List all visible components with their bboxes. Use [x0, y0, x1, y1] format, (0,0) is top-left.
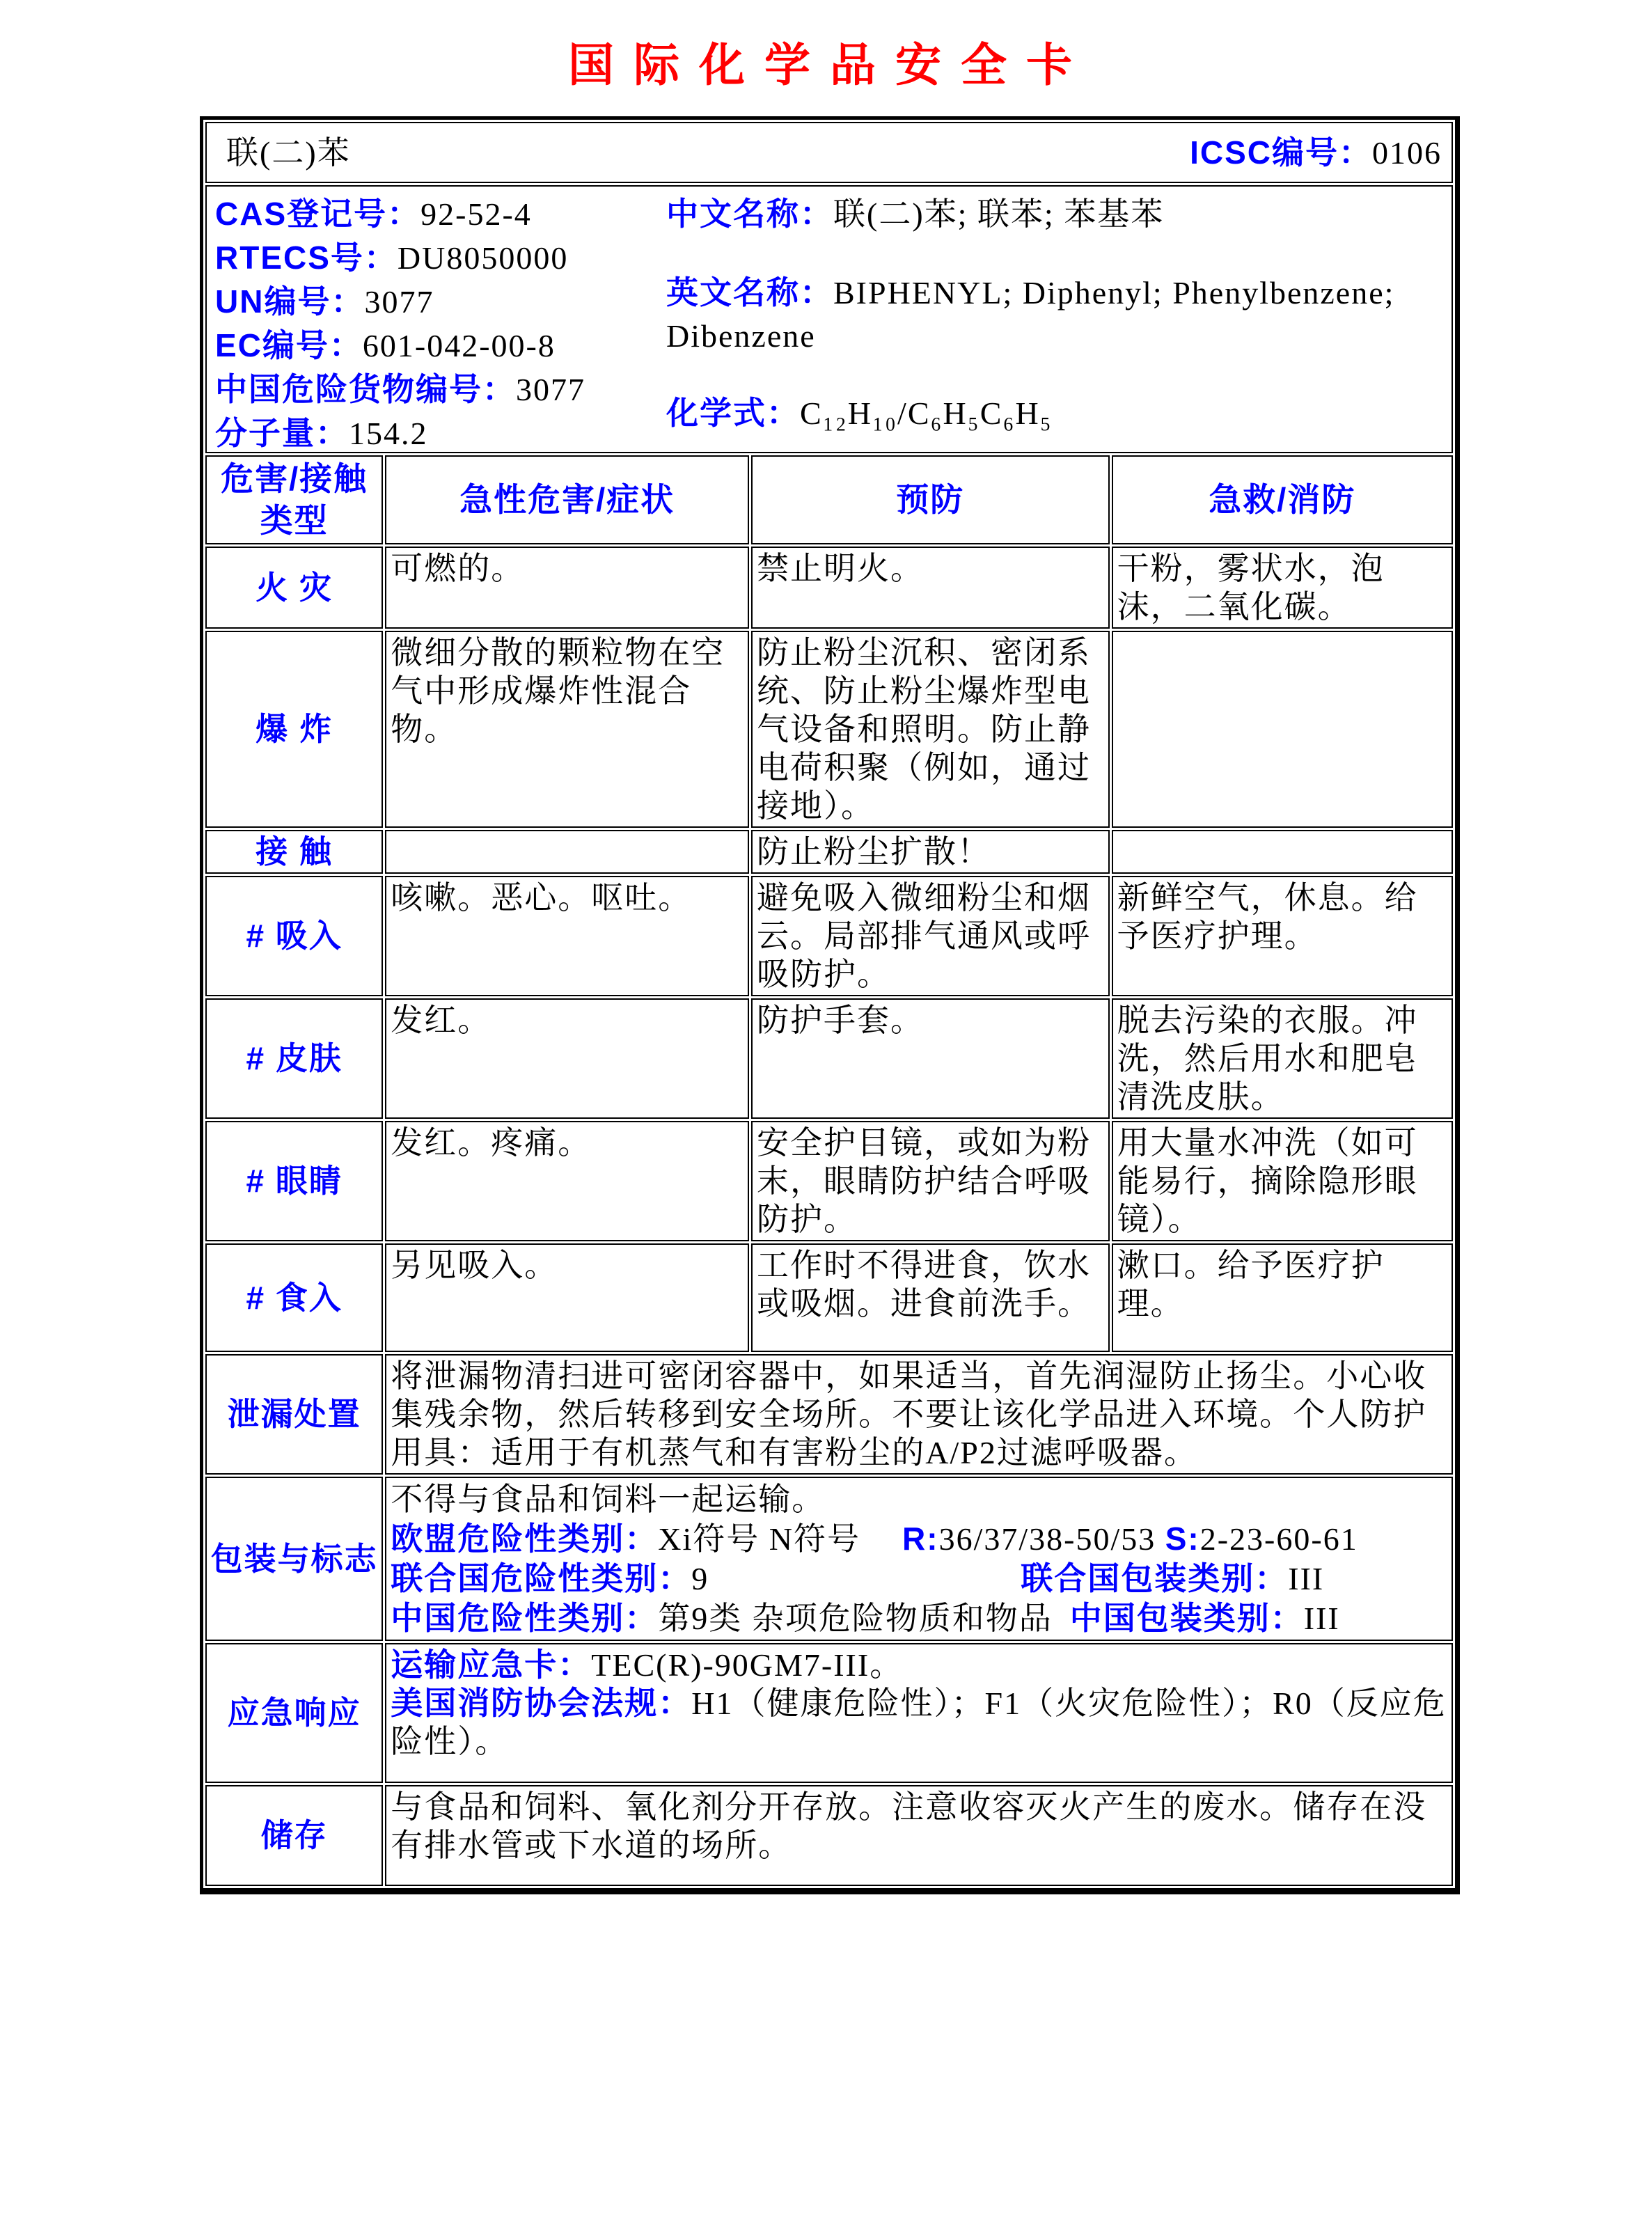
- icsc-number-value: 0106: [1372, 134, 1442, 171]
- header-strip-cell: [205, 122, 1453, 183]
- icsc-number-label: ICSC编号：: [1190, 134, 1372, 171]
- un-number-line: UN编号：3077: [215, 283, 434, 320]
- storage-text: 与食品和饲料、氧化剂分开存放。注意收容灭火产生的废水。储存在没有排水管或下水道的场所。: [385, 1785, 1453, 1886]
- fire-label: 火 灾: [205, 547, 383, 629]
- ingestion-label: # 食入: [205, 1243, 383, 1352]
- hazard-row-ingestion: [205, 1243, 1453, 1352]
- hazard-row-contact: [205, 830, 1453, 874]
- transport-emergency-card-line: 运输应急卡：TEC(R)-90GM7-III。: [391, 1647, 904, 1683]
- inhalation-prevention: 避免吸入微细粉尘和烟云。局部排气通风或呼吸防护。: [751, 876, 1110, 996]
- contact-symptoms: [385, 830, 749, 874]
- contact-prevention: 防止粉尘扩散！: [751, 830, 1110, 874]
- storage-row: [205, 1785, 1453, 1886]
- eyes-response: 用大量水冲洗（如可能易行，摘除隐形眼镜）。: [1112, 1121, 1453, 1241]
- identification-numbers: [215, 192, 668, 453]
- chinese-name-line: 中文名称：联(二)苯; 联苯; 苯基苯: [666, 196, 1165, 233]
- spill-disposal-label: 泄漏处置: [205, 1354, 383, 1475]
- identification-names: [666, 192, 1453, 435]
- packaging-content: [385, 1477, 1453, 1641]
- contact-label: 接 触: [205, 830, 383, 874]
- hazard-row-eyes: [205, 1121, 1453, 1241]
- packaging-eu-class-line: 欧盟危险性类别：Xi符号 N符号 R:36/37/38-50/53 S:2-23-60-61: [391, 1521, 1358, 1557]
- eyes-label: # 眼睛: [205, 1121, 383, 1241]
- identification-row: [205, 185, 1453, 453]
- explosion-symptoms: 微细分散的颗粒物在空气中形成爆炸性混合物。: [385, 631, 749, 828]
- skin-symptoms: 发红。: [385, 998, 749, 1119]
- hazard-row-skin: [205, 998, 1453, 1119]
- packaging-label: 包装与标志: [205, 1477, 383, 1641]
- eyes-symptoms: 发红。疼痛。: [385, 1121, 749, 1241]
- spill-disposal-text: 将泄漏物清扫进可密闭容器中，如果适当，首先润湿防止扬尘。小心收集残余物，然后转移到安全场所。不要让该化学品进入环境。个人防护用具：适用于有机蒸气和有害粉尘的A/P2过滤呼吸器。: [385, 1354, 1453, 1475]
- rtecs-number-line: RTECS号：DU8050000: [215, 239, 569, 276]
- spill-disposal-row: [205, 1354, 1453, 1475]
- skin-label: # 皮肤: [205, 998, 383, 1119]
- header-strip-row: [205, 122, 1453, 183]
- emergency-response-row: [205, 1643, 1453, 1783]
- emergency-response-label: 应急响应: [205, 1643, 383, 1783]
- icsc-number: [1190, 134, 1442, 172]
- explosion-label: 爆 炸: [205, 631, 383, 828]
- fire-prevention: 禁止明火。: [751, 547, 1110, 629]
- hazard-row-fire: [205, 547, 1453, 629]
- fire-symptoms: 可燃的。: [385, 547, 749, 629]
- china-dg-number-line: 中国危险货物编号：3077: [215, 371, 585, 408]
- explosion-prevention: 防止粉尘沉积、密闭系统、防止粉尘爆炸型电气设备和照明。防止静电荷积聚（例如，通过接地）。: [751, 631, 1110, 828]
- inhalation-response: 新鲜空气，休息。给予医疗护理。: [1112, 876, 1453, 996]
- explosion-response: [1112, 631, 1453, 828]
- contact-response: [1112, 830, 1453, 874]
- packaging-un-class-line: 联合国危险性类别：9 联合国包装类别：III: [391, 1560, 1325, 1597]
- inhalation-label: # 吸入: [205, 876, 383, 996]
- column-header-prevention: 预防: [751, 455, 1110, 544]
- eyes-prevention: 安全护目镜，或如为粉末，眼睛防护结合呼吸防护。: [751, 1121, 1110, 1241]
- english-name-line: 英文名称：BIPHENYL; Diphenyl; Phenylbenzene; Dibenzene: [666, 274, 1395, 354]
- column-header-symptoms: 急性危害/症状: [385, 455, 749, 544]
- ingestion-symptoms: 另见吸入。: [385, 1243, 749, 1352]
- storage-label: 储存: [205, 1785, 383, 1886]
- packaging-row: [205, 1477, 1453, 1641]
- skin-response: 脱去污染的衣服。冲洗，然后用水和肥皂清洗皮肤。: [1112, 998, 1453, 1119]
- substance-name: 联(二)苯: [226, 134, 351, 171]
- identification-cell: [205, 185, 1453, 453]
- emergency-response-content: [385, 1643, 1453, 1783]
- packaging-cn-class-line: 中国危险性类别：第9类 杂项危险物质和物品 中国包装类别：III: [391, 1600, 1340, 1637]
- nfpa-code-line: 美国消防协会法规：H1（健康危险性）；F1（火灾危险性）；R0（反应危险性）。: [391, 1685, 1447, 1760]
- column-header-row: [205, 455, 1453, 544]
- page-title: 国际化学品安全卡: [568, 40, 1092, 91]
- chemical-formula-line: 化学式：C₁₂H₁₀/C₆H₅C₆H₅: [666, 395, 1053, 432]
- molecular-weight-line: 分子量：154.2: [215, 415, 428, 452]
- ingestion-prevention: 工作时不得进食，饮水或吸烟。进食前洗手。: [751, 1243, 1110, 1352]
- packaging-transport-note: 不得与食品和饲料一起运输。: [391, 1482, 826, 1518]
- chemical-formula: C₁₂H₁₀/C₆H₅C₆H₅: [800, 395, 1053, 432]
- hazard-row-explosion: [205, 631, 1453, 828]
- icsc-table: [200, 116, 1460, 1894]
- inhalation-symptoms: 咳嗽。恶心。呕吐。: [385, 876, 749, 996]
- ingestion-response: 漱口。给予医疗护理。: [1112, 1243, 1453, 1352]
- column-header-firstaid: 急救/消防: [1112, 455, 1453, 544]
- column-header-hazard-type: 危害/接触 类型: [205, 455, 383, 544]
- fire-response: 干粉，雾状水，泡沫，二氧化碳。: [1112, 547, 1453, 629]
- cas-number-line: CAS登记号：92-52-4: [215, 196, 532, 233]
- ec-number-line: EC编号：601-042-00-8: [215, 327, 556, 364]
- hazard-row-inhalation: [205, 876, 1453, 996]
- skin-prevention: 防护手套。: [751, 998, 1110, 1119]
